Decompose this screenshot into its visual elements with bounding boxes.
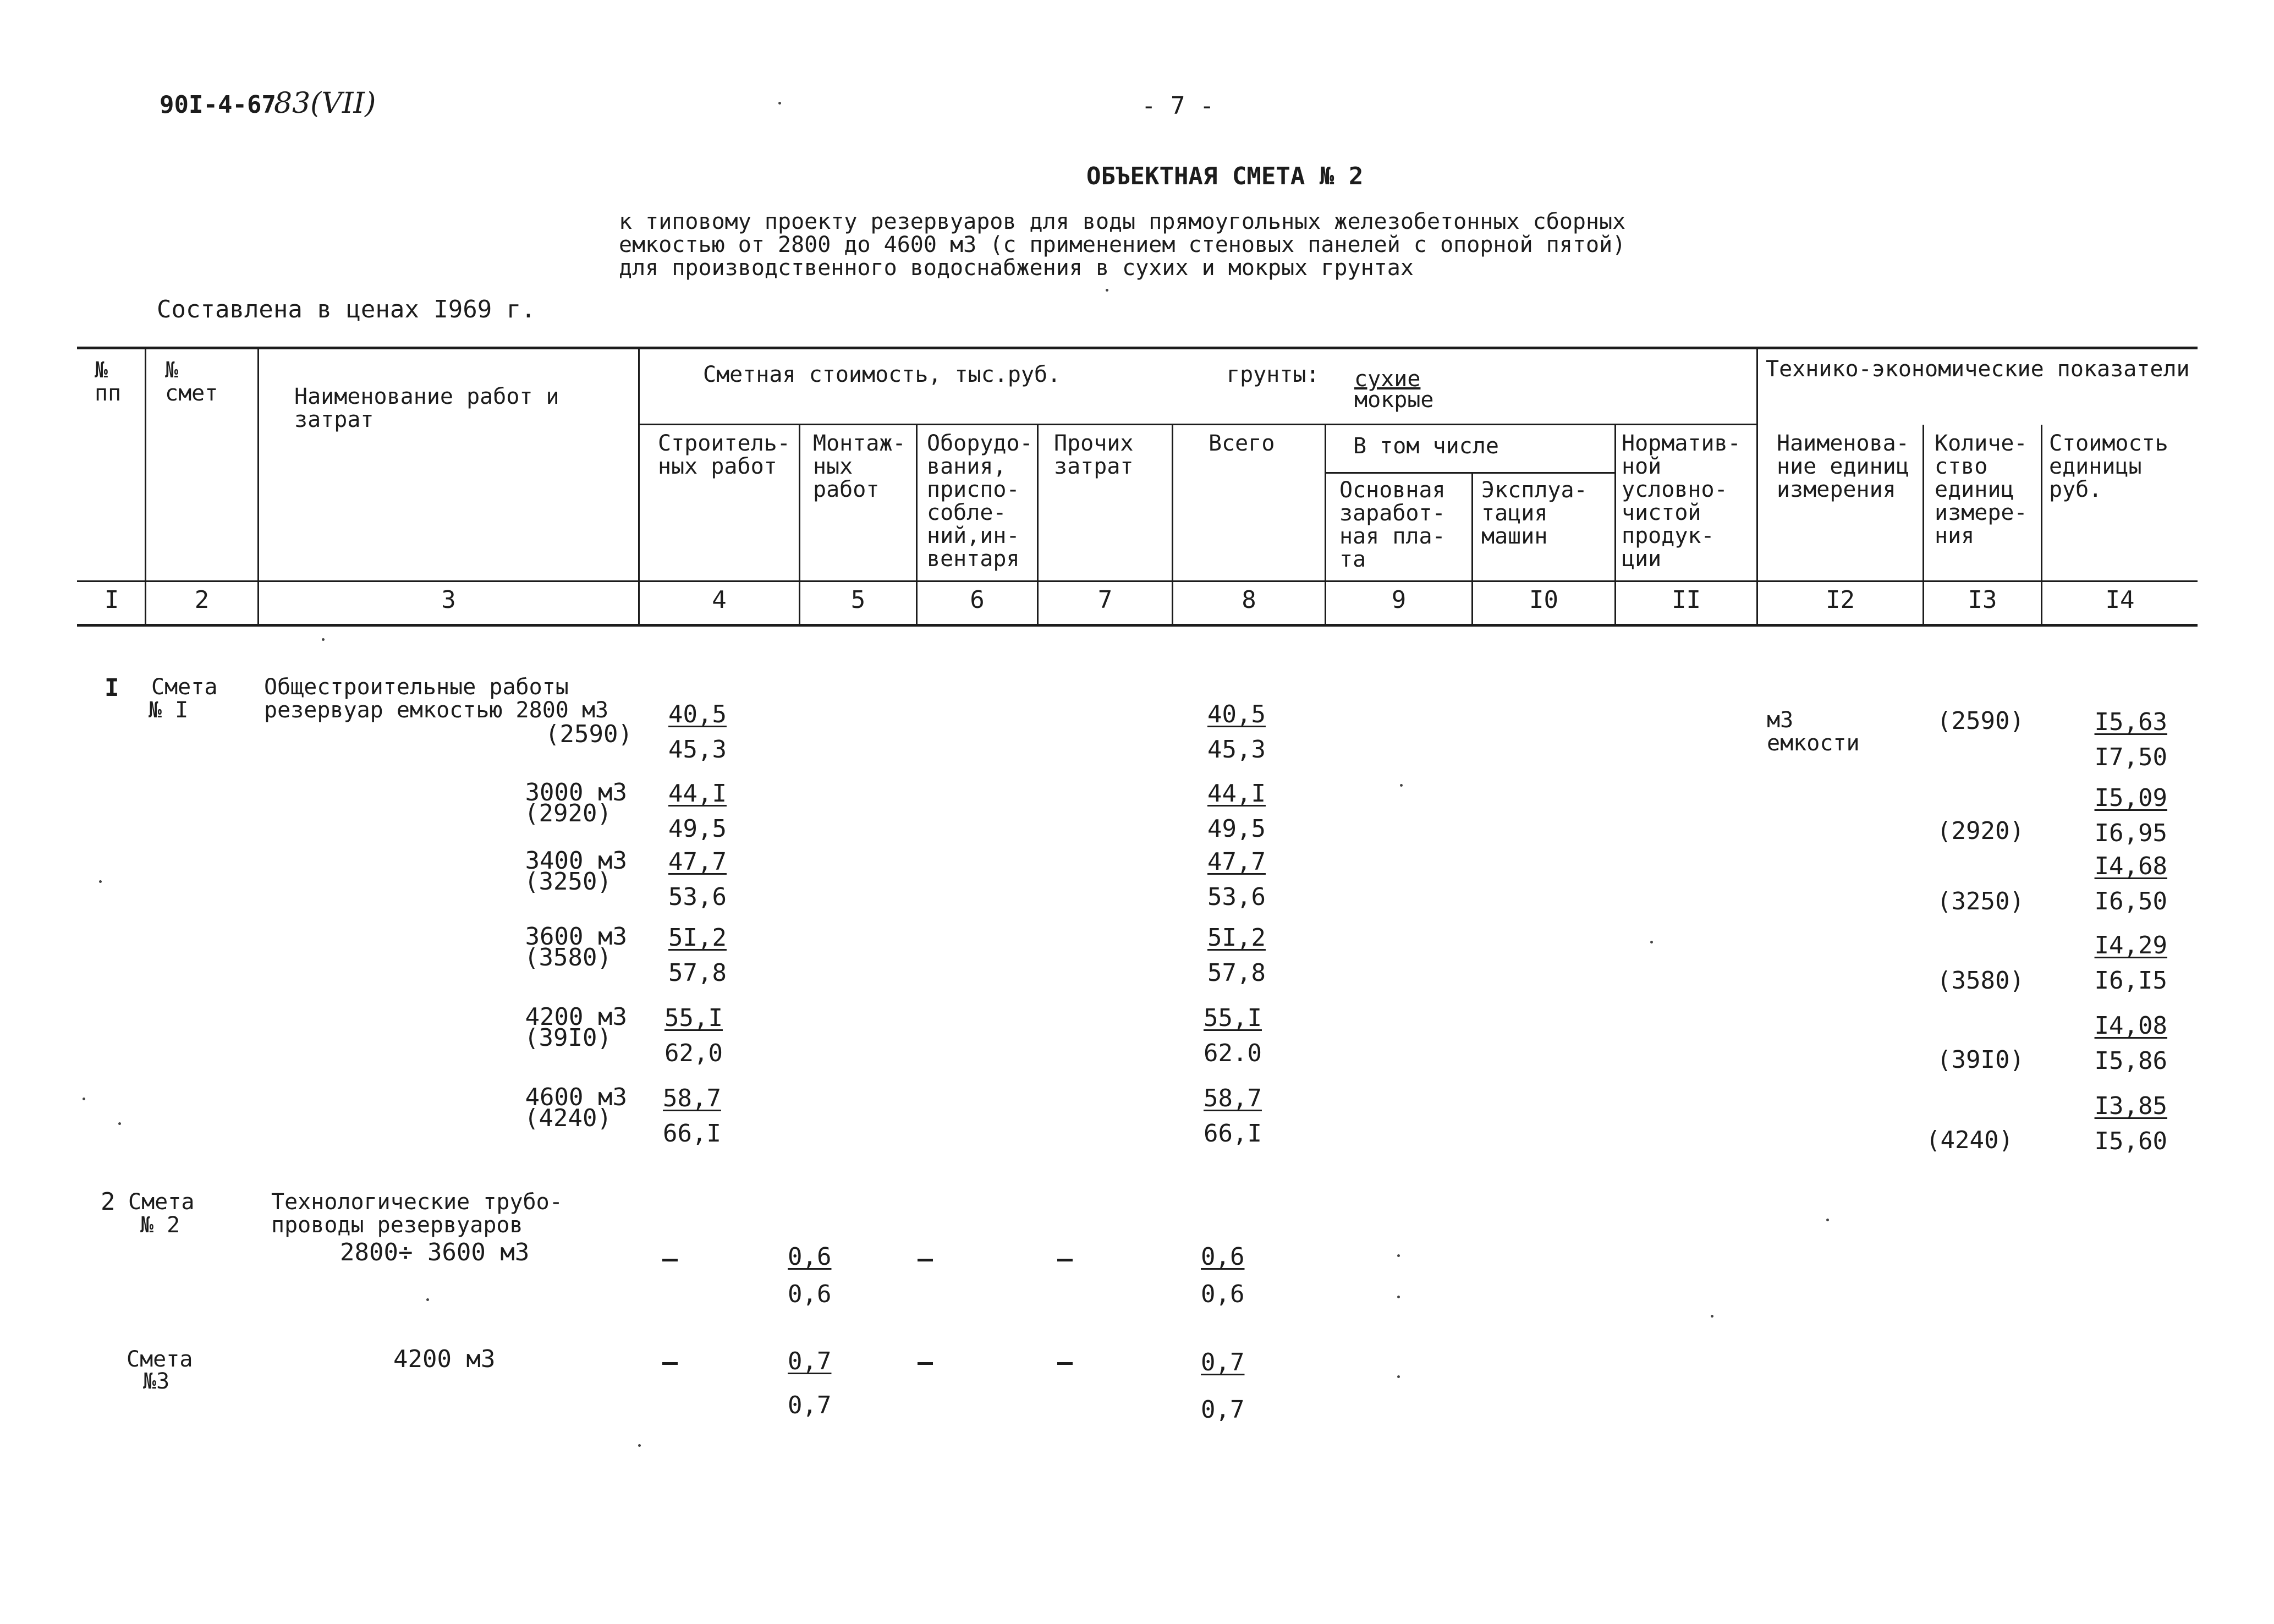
total-dry: 58,7 [1204, 1084, 1262, 1112]
column-number: 6 [970, 586, 985, 614]
total-dry: 55,I [1204, 1004, 1262, 1032]
row-volume-sub: (3580) [524, 943, 612, 972]
section-2-name-line-2: проводы резервуаров [271, 1212, 523, 1238]
prices-note: Составлена в ценах I969 г. [157, 295, 536, 323]
header-tech-indicators: Технико-экономические показатели [1766, 356, 2190, 382]
row-volume: 3400 м3 [525, 847, 627, 875]
unit-cost-dry: I4,68 [2094, 852, 2167, 880]
total-dry: 5I,2 [1207, 924, 1266, 952]
document-code: 90I-4-67 [160, 91, 276, 119]
column-number: 2 [194, 586, 210, 614]
column-number: II [1672, 586, 1701, 614]
header-machine-operation: Эксплуа-тация машин [1481, 478, 1588, 549]
header-including: В том числе [1353, 434, 1499, 459]
subtitle-line-2: емкостью от 2800 до 4600 м3 (с применением стеновых панелей с опорной пятой) [619, 232, 1626, 257]
total-dry: 0,6 [1201, 1243, 1245, 1271]
column-number: 4 [712, 586, 727, 614]
construction-dry: 44,I [668, 780, 727, 808]
section-2-estimate-label: Смета [128, 1189, 195, 1215]
unit-cost-dry: I5,09 [2094, 784, 2167, 812]
installation-wet: 0,7 [788, 1391, 832, 1419]
section-3-volume: 4200 м3 [393, 1345, 496, 1373]
header-total: Всего [1209, 431, 1275, 456]
page-number: - 7 - [1141, 92, 1215, 120]
column-number: 9 [1391, 586, 1407, 614]
section-3-estimate-number: №3 [143, 1369, 170, 1394]
document-title: ОБЪЕКТНАЯ СМЕТА № 2 [1086, 162, 1364, 190]
total-wet: 49,5 [1207, 815, 1266, 843]
row-volume: 4600 м3 [525, 1083, 627, 1111]
total-dry: 47,7 [1207, 848, 1266, 876]
unit-cost-wet: I5,60 [2094, 1127, 2167, 1155]
unit-cost-dry: I3,85 [2094, 1092, 2167, 1120]
total-wet: 57,8 [1207, 959, 1266, 987]
installation-dry: 0,6 [788, 1243, 832, 1271]
construction-dry: 40,5 [668, 700, 727, 728]
empty-other-dash [1057, 1362, 1073, 1365]
document-code-handwritten: 83(VII) [274, 87, 376, 120]
unit-cost-wet: I6,50 [2094, 887, 2167, 915]
installation-wet: 0,6 [788, 1280, 832, 1308]
header-work-name: Наименование работ и затрат [294, 384, 559, 432]
unit-cost-wet: I7,50 [2094, 743, 2167, 771]
row-volume-sub: (4240) [524, 1104, 612, 1132]
construction-wet: 49,5 [668, 815, 727, 843]
header-number: № пп [95, 358, 122, 406]
section-3-estimate-label: Смета [127, 1347, 193, 1372]
unit-cost-dry: I5,63 [2094, 708, 2167, 736]
section-1-unit-name-line-2: емкости [1767, 731, 1860, 756]
empty-equipment-dash [918, 1259, 933, 1261]
column-number: I2 [1826, 586, 1855, 614]
unit-quantity: (3580) [1937, 967, 2024, 995]
header-unit-quantity: Количе-ство единиц измере-ния [1935, 431, 2028, 548]
total-wet: 53,6 [1207, 883, 1266, 911]
header-equipment: Оборудо-вания, приспо-собле-ний,ин-вентаря [927, 431, 1033, 572]
construction-wet: 66,I [663, 1120, 721, 1148]
total-wet: 66,I [1204, 1120, 1262, 1148]
section-2-volume: 2800÷ 3600 м3 [340, 1238, 530, 1266]
column-number: I [104, 586, 119, 614]
construction-wet: 62,0 [664, 1039, 723, 1067]
unit-quantity: (2920) [1937, 817, 2024, 845]
unit-quantity: (4240) [1926, 1126, 2013, 1154]
header-unit-cost: Стоимость единицы руб. [2049, 431, 2168, 502]
header-construction: Строитель-ных работ [658, 431, 790, 479]
unit-cost-dry: I4,08 [2094, 1012, 2167, 1040]
column-number: I4 [2105, 586, 2135, 614]
row-volume: 4200 м3 [525, 1003, 627, 1031]
header-estimated-cost: Сметная стоимость, тыс.руб. [703, 362, 1061, 387]
installation-dry: 0,7 [788, 1347, 832, 1375]
row-volume-sub: (39I0) [524, 1024, 612, 1052]
construction-dry: 58,7 [663, 1084, 721, 1112]
header-soils-label: грунты: [1227, 362, 1320, 387]
row-volume: 3600 м3 [525, 923, 627, 951]
construction-wet: 57,8 [668, 959, 727, 987]
header-other-costs: Прочих затрат [1054, 431, 1134, 479]
section-1-estimate-number: № I [149, 698, 189, 723]
column-number: 7 [1097, 586, 1113, 614]
empty-other-dash [1057, 1259, 1073, 1261]
section-2-number: 2 [101, 1188, 116, 1216]
header-installation: Монтаж-ных работ [813, 431, 906, 502]
column-number: 5 [850, 586, 866, 614]
construction-wet: 53,6 [668, 883, 727, 911]
row-volume-sub: (2920) [524, 799, 612, 827]
unit-quantity: (39I0) [1937, 1046, 2024, 1074]
subtitle-line-1: к типовому проекту резервуаров для воды прямоугольных железобетонных сборных [619, 209, 1626, 234]
total-wet: 0,7 [1201, 1396, 1245, 1424]
unit-cost-wet: I6,95 [2094, 819, 2167, 847]
column-number: 3 [441, 586, 456, 614]
section-2-name-line-1: Технологические трубо- [271, 1189, 563, 1215]
section-1-unit-name-line-1: м3 [1767, 707, 1794, 733]
header-normative-product: Норматив-ной условно-чистой продук-ции [1622, 431, 1741, 572]
header-estimate-number: № смет [165, 358, 218, 406]
section-1-number: I [105, 674, 119, 702]
section-1-estimate-label: Смета [151, 674, 218, 700]
header-base-wages: Основная заработ-ная пла-та [1339, 478, 1446, 572]
empty-equipment-dash [918, 1362, 933, 1365]
empty-construction-dash [662, 1259, 678, 1261]
header-soils-dry: сухие [1354, 366, 1421, 392]
unit-cost-wet: I6,I5 [2094, 967, 2167, 995]
unit-cost-wet: I5,86 [2094, 1047, 2167, 1075]
construction-dry: 5I,2 [668, 924, 727, 952]
header-soils-wet: мокрые [1354, 387, 1434, 413]
construction-dry: 55,I [664, 1004, 723, 1032]
empty-construction-dash [662, 1362, 678, 1365]
total-wet: 62.0 [1204, 1039, 1262, 1067]
column-number: I3 [1968, 586, 1997, 614]
total-wet: 0,6 [1201, 1280, 1245, 1308]
total-wet: 45,3 [1207, 736, 1266, 764]
column-number: I0 [1529, 586, 1558, 614]
total-dry: 40,5 [1207, 700, 1266, 728]
construction-dry: 47,7 [668, 848, 727, 876]
unit-cost-dry: I4,29 [2094, 931, 2167, 959]
row-volume-sub: (2590) [545, 720, 633, 748]
total-dry: 44,I [1207, 780, 1266, 808]
unit-quantity: (3250) [1937, 887, 2024, 915]
unit-quantity: (2590) [1937, 707, 2024, 735]
section-2-estimate-number: № 2 [140, 1212, 180, 1238]
row-volume-sub: (3250) [524, 868, 612, 896]
header-unit-name: Наименова-ние единиц измерения [1777, 431, 1909, 502]
subtitle-line-3: для производственного водоснабжения в сухих и мокрых грунтах [619, 255, 1414, 281]
construction-wet: 45,3 [668, 736, 727, 764]
section-1-name-line-2: резервуар емкостью 2800 м3 [264, 698, 609, 723]
column-number: 8 [1242, 586, 1256, 614]
total-dry: 0,7 [1201, 1348, 1245, 1376]
section-1-name-line-1: Общестроительные работы [264, 674, 569, 700]
row-volume: 3000 м3 [525, 778, 627, 806]
